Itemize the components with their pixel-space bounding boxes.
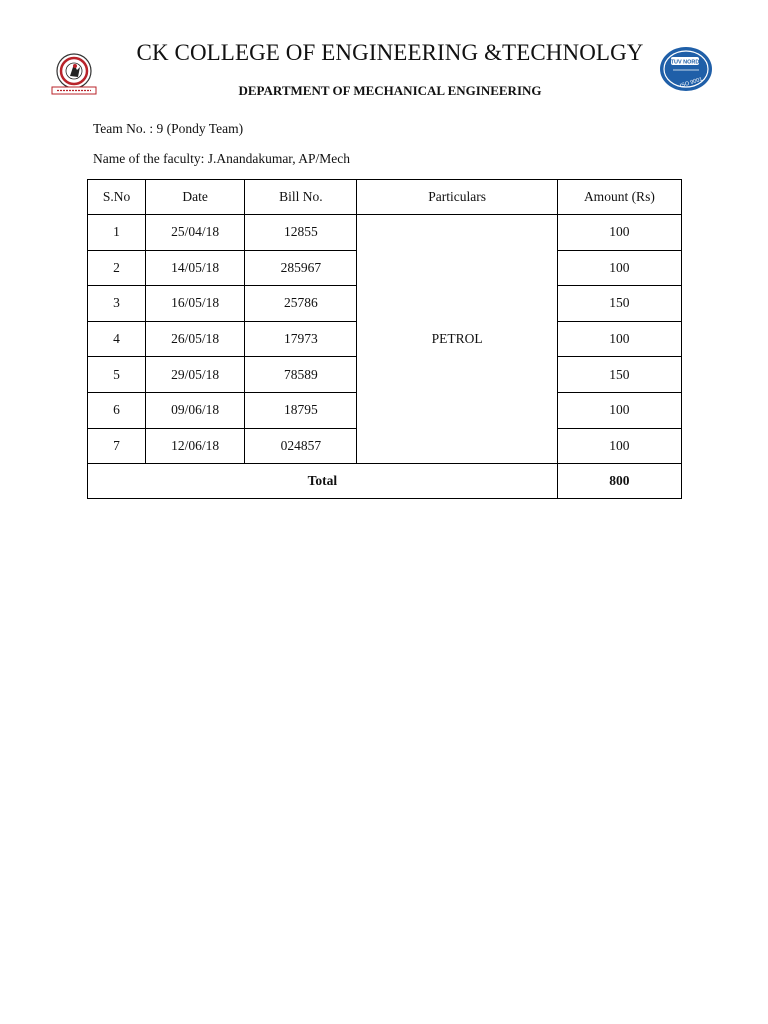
cell-bill-no: 285967 — [245, 250, 357, 286]
cell-date: 14/05/18 — [146, 250, 245, 286]
cell-particulars: PETROL — [357, 215, 557, 464]
header-particulars: Particulars — [357, 180, 557, 215]
total-label: Total — [88, 464, 558, 499]
cell-date: 09/06/18 — [146, 392, 245, 428]
department-heading: DEPARTMENT OF MECHANICAL ENGINEERING — [238, 83, 542, 98]
cell-date: 26/05/18 — [146, 321, 245, 357]
badge-bottom-text: ISO 9001 — [679, 76, 704, 90]
cell-amount: 100 — [557, 215, 681, 251]
cell-bill-no: 12855 — [245, 215, 357, 251]
cell-sno: 3 — [88, 286, 146, 322]
cell-date: 12/06/18 — [146, 428, 245, 464]
cell-sno: 7 — [88, 428, 146, 464]
cell-date: 16/05/18 — [146, 286, 245, 322]
cell-sno: 4 — [88, 321, 146, 357]
bill-table — [87, 179, 682, 499]
cell-amount: 100 — [557, 392, 681, 428]
cell-bill-no: 18795 — [245, 392, 357, 428]
cell-bill-no: 17973 — [245, 321, 357, 357]
team-number: Team No. : 9 (Pondy Team) — [93, 121, 244, 136]
total-value: 800 — [557, 464, 681, 499]
table-row — [88, 215, 682, 251]
cell-amount: 150 — [557, 286, 681, 322]
cell-amount: 100 — [557, 321, 681, 357]
cell-bill-no: 25786 — [245, 286, 357, 322]
header-amount: Amount (Rs) — [557, 180, 681, 215]
cell-date: 25/04/18 — [146, 215, 245, 251]
table-header-row — [88, 180, 682, 215]
cell-amount: 100 — [557, 250, 681, 286]
header-bill-no: Bill No. — [245, 180, 357, 215]
cell-bill-no: 024857 — [245, 428, 357, 464]
cell-sno: 2 — [88, 250, 146, 286]
badge-top-text: TUV NORD — [670, 59, 700, 66]
cell-amount: 100 — [557, 428, 681, 464]
cell-amount: 150 — [557, 357, 681, 393]
cell-sno: 1 — [88, 215, 146, 251]
total-row — [88, 464, 682, 499]
header-sno: S.No — [88, 180, 146, 215]
cell-bill-no: 78589 — [245, 357, 357, 393]
cell-date: 29/05/18 — [146, 357, 245, 393]
faculty-name: Name of the faculty: J.Anandakumar, AP/Mech — [93, 151, 351, 166]
header-date: Date — [146, 180, 245, 215]
college-title: CK COLLEGE OF ENGINEERING &TECHNOLGY — [136, 40, 644, 65]
cell-sno: 6 — [88, 392, 146, 428]
cell-sno: 5 — [88, 357, 146, 393]
